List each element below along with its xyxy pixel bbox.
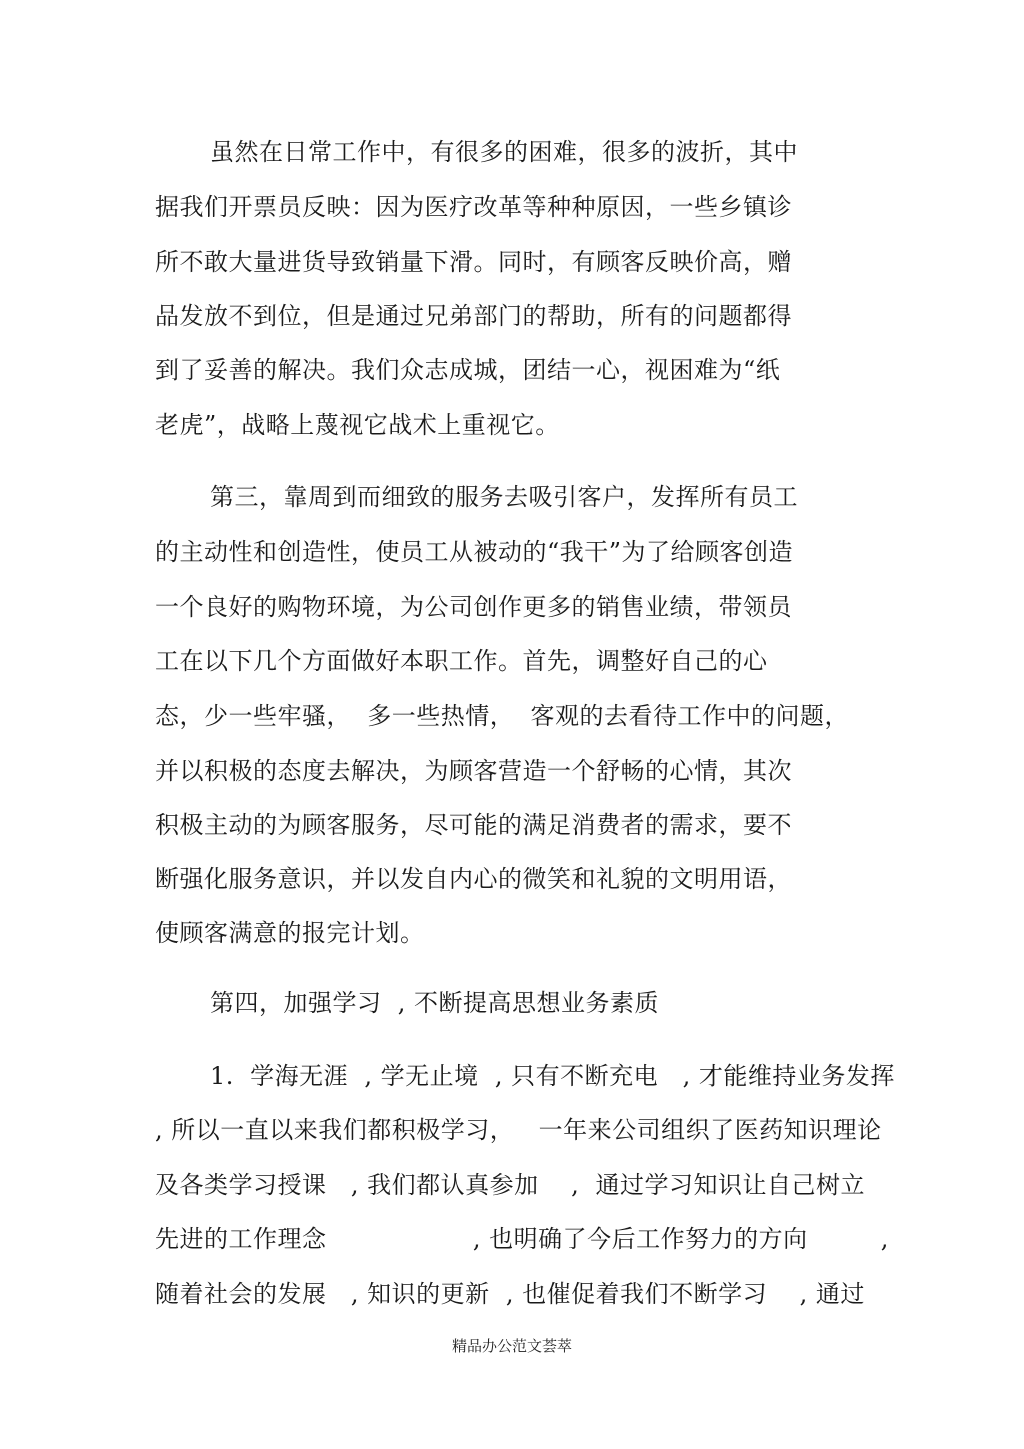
paragraph-1-line-5: 到了妥善的解决。我们众志成城，团结一心，视困难为“纸: [155, 356, 781, 384]
paragraph-2-line-4: 工在以下几个方面做好本职工作。首先，调整好自己的心: [155, 647, 768, 675]
paragraph-4-line-4: 先进的工作理念 , 也明确了今后工作努力的方向 ,: [155, 1225, 889, 1253]
paragraph-2-line-2: 的主动性和创造性，使员工从被动的“我干”为了给顾客创造: [155, 538, 794, 566]
paragraph-4-line-5: 随着社会的发展 , 知识的更新 , 也催促着我们不断学习 , 通过: [155, 1280, 865, 1308]
paragraph-4-line-1: 1. 学海无涯 , 学无止境 , 只有不断充电 , 才能维持业务发挥: [210, 1062, 895, 1090]
paragraph-2-line-1: 第三，靠周到而细致的服务去吸引客户，发挥所有员工: [210, 483, 798, 511]
paragraph-1-line-1: 虽然在日常工作中，有很多的困难，很多的波折，其中: [210, 138, 798, 166]
paragraph-2-line-9: 使顾客满意的报完计划。: [155, 919, 425, 947]
section-heading-4: 第四，加强学习 , 不断提高思想业务素质: [210, 989, 660, 1017]
paragraph-2-line-7: 积极主动的为顾客服务，尽可能的满足消费者的需求，要不: [155, 811, 792, 839]
paragraph-4-line-3: 及各类学习授课 , 我们都认真参加 , 通过学习知识让自己树立: [155, 1171, 866, 1199]
paragraph-1-line-6: 老虎”，战略上蔑视它战术上重视它。: [155, 411, 560, 439]
paragraph-2-line-8: 断强化服务意识，并以发自内心的微笑和礼貌的文明用语，: [155, 865, 792, 893]
page-footer: 精品办公范文荟萃: [451, 1337, 572, 1355]
paragraph-2-line-5: 态，少一些牢骚， 多一些热情， 客观的去看待工作中的问题，: [155, 702, 850, 730]
paragraph-1-line-4: 品发放不到位，但是通过兄弟部门的帮助，所有的问题都得: [155, 302, 792, 330]
paragraph-4-line-2: , 所以一直以来我们都积极学习， 一年来公司组织了医药知识理论: [155, 1116, 882, 1144]
paragraph-2-line-3: 一个良好的购物环境，为公司创作更多的销售业绩，带领员: [155, 593, 792, 621]
paragraph-1-line-3: 所不敢大量进货导致销量下滑。同时，有顾客反映价高，赠: [155, 248, 792, 276]
paragraph-2-line-6: 并以积极的态度去解决，为顾客营造一个舒畅的心情，其次: [155, 757, 792, 785]
paragraph-1-line-2: 据我们开票员反映：因为医疗改革等种种原因，一些乡镇诊: [155, 193, 792, 221]
